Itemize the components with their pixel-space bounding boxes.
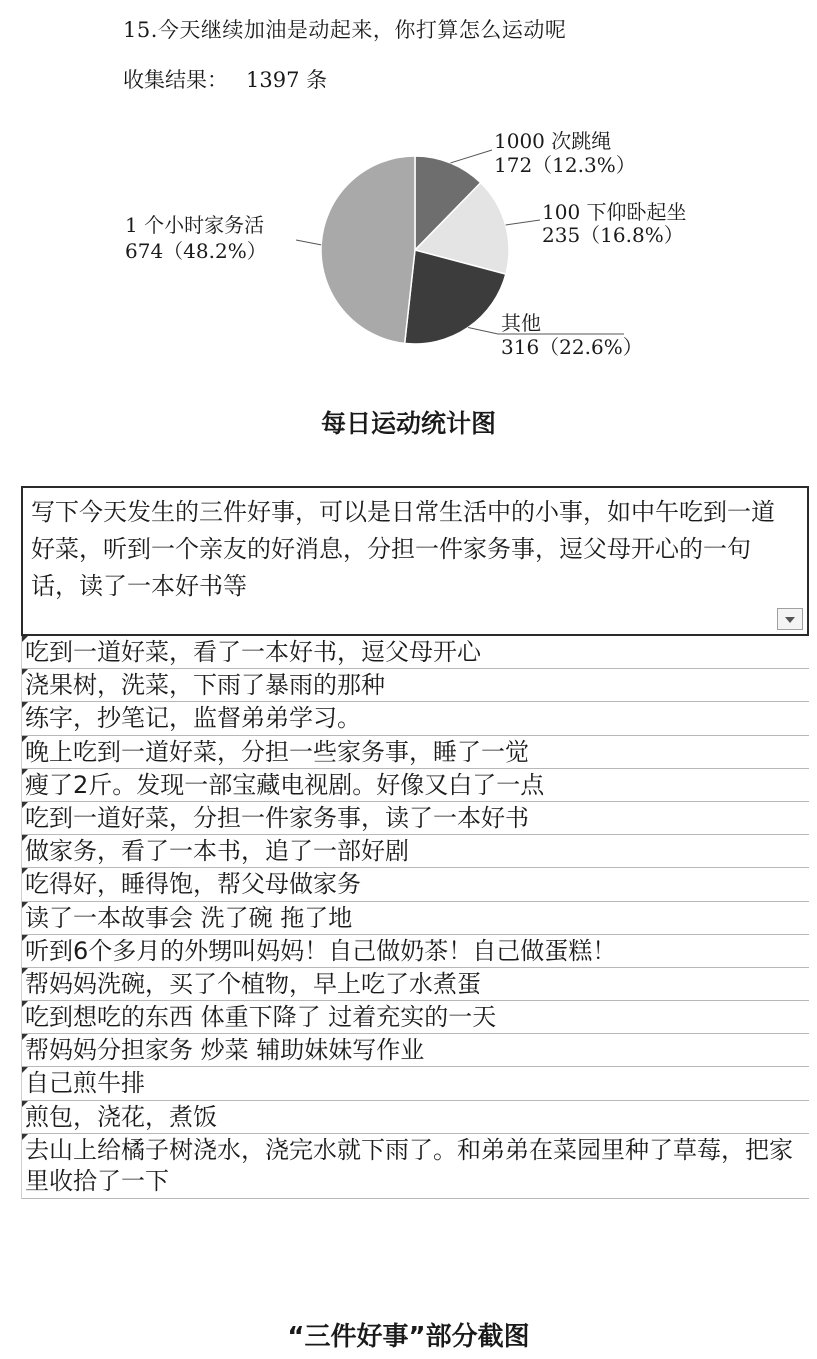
table-row[interactable] bbox=[21, 835, 809, 868]
table-row[interactable] bbox=[21, 1134, 809, 1199]
table-cell-text: 去山上给橘子树浇水，浇完水就下雨了。和弟弟在菜园里种了草莓，把家里收拾了一下 bbox=[25, 1135, 793, 1195]
figure1-caption: 每日运动统计图 bbox=[320, 409, 496, 438]
table-cell-text: 做家务，看了一本书，追了一部好剧 bbox=[25, 837, 409, 866]
table-row[interactable] bbox=[21, 802, 809, 835]
table-row[interactable] bbox=[21, 935, 809, 968]
table-cell-text: 听到6个多月的外甥叫妈妈！自己做奶茶！自己做蛋糕！ bbox=[25, 936, 617, 965]
table-row[interactable] bbox=[21, 702, 809, 735]
table-row[interactable] bbox=[21, 868, 809, 901]
result-count: 1397 条 bbox=[246, 68, 328, 92]
table-cell-text: 吃到一道好菜，看了一本好书，逗父母开心 bbox=[25, 638, 481, 666]
comment-marker-icon bbox=[22, 1101, 28, 1107]
table-row[interactable] bbox=[21, 1067, 809, 1100]
slice-name-label: 其他 bbox=[501, 311, 541, 335]
comment-marker-icon bbox=[22, 769, 28, 775]
table-row[interactable] bbox=[21, 636, 809, 669]
good-things-table bbox=[21, 486, 809, 1199]
slice-value-label: 674（48.2%） bbox=[125, 239, 267, 263]
table-row[interactable] bbox=[21, 736, 809, 769]
table-cell-text: 吃得好，睡得饱，帮父母做家务 bbox=[25, 870, 361, 899]
table-cell-text: 煎包，浇花，煮饭 bbox=[25, 1102, 217, 1131]
comment-marker-icon bbox=[22, 902, 28, 908]
result-summary bbox=[123, 64, 327, 94]
survey-question: 15.今天继续加油是动起来，你打算怎么运动呢 bbox=[123, 18, 567, 42]
table-cell-text: 瘦了2斤。发现一部宝藏电视剧。好像又白了一点 bbox=[25, 770, 545, 799]
table-row[interactable] bbox=[21, 1101, 809, 1134]
result-label: 收集结果： bbox=[123, 68, 228, 92]
comment-marker-icon bbox=[22, 1067, 28, 1073]
slice-value-label: 235（16.8%） bbox=[542, 223, 684, 247]
comment-marker-icon bbox=[22, 1134, 28, 1140]
slice-name-label: 1 个小时家务活 bbox=[125, 213, 265, 237]
slice-name-label: 1000 次跳绳 bbox=[494, 129, 612, 153]
comment-marker-icon bbox=[22, 669, 28, 675]
leader-line bbox=[450, 150, 492, 163]
table-row[interactable] bbox=[21, 902, 809, 935]
table-cell-text: 晚上吃到一道好菜，分担一些家务事，睡了一觉 bbox=[25, 737, 529, 766]
filter-dropdown-button[interactable] bbox=[777, 608, 803, 630]
chevron-down-icon bbox=[785, 617, 795, 623]
table-row[interactable] bbox=[21, 669, 809, 702]
table-row[interactable] bbox=[21, 1034, 809, 1067]
comment-marker-icon bbox=[22, 636, 28, 642]
leader-line bbox=[296, 240, 321, 245]
table-cell-text: 练字，抄笔记，监督弟弟学习。 bbox=[25, 704, 361, 733]
table-row[interactable] bbox=[21, 1001, 809, 1034]
pie-slice bbox=[321, 156, 415, 343]
table-cell-text: 帮妈妈分担家务 炒菜 辅助妹妹写作业 bbox=[25, 1036, 425, 1065]
comment-marker-icon bbox=[22, 702, 28, 708]
table-header-cell[interactable] bbox=[21, 486, 809, 636]
comment-marker-icon bbox=[22, 868, 28, 874]
comment-marker-icon bbox=[22, 736, 28, 742]
comment-marker-icon bbox=[22, 1001, 28, 1007]
slice-value-label: 316（22.6%） bbox=[501, 335, 643, 359]
table-cell-text: 吃到想吃的东西 体重下降了 过着充实的一天 bbox=[25, 1003, 497, 1032]
table-cell-text: 自己煎牛排 bbox=[25, 1069, 145, 1098]
table-rows bbox=[21, 636, 809, 1199]
comment-marker-icon bbox=[22, 802, 28, 808]
comment-marker-icon bbox=[22, 935, 28, 941]
table-cell-text: 吃到一道好菜，分担一件家务事，读了一本好书 bbox=[25, 803, 529, 832]
leader-line bbox=[506, 220, 540, 225]
table-row[interactable] bbox=[21, 968, 809, 1001]
table-cell-text: 浇果树，洗菜，下雨了暴雨的那种 bbox=[25, 671, 385, 700]
exercise-pie-chart bbox=[0, 108, 817, 388]
leader-line bbox=[468, 328, 624, 334]
comment-marker-icon bbox=[22, 835, 28, 841]
table-cell-text: 读了一本故事会 洗了碗 拖了地 bbox=[25, 903, 353, 932]
comment-marker-icon bbox=[22, 1034, 28, 1040]
table-header-text: 写下今天发生的三件好事，可以是日常生活中的小事，如中午吃到一道好菜，听到一个亲友的好消息，分担一件家务事，逗父母开心的一句话，读了一本好书等 bbox=[31, 498, 775, 600]
comment-marker-icon bbox=[22, 968, 28, 974]
table-row[interactable] bbox=[21, 769, 809, 802]
slice-value-label: 172（12.3%） bbox=[494, 153, 636, 177]
slice-name-label: 100 下仰卧起坐 bbox=[542, 200, 687, 224]
figure2-caption: “三件好事”部分截图 bbox=[287, 1322, 530, 1352]
table-cell-text: 帮妈妈洗碗，买了个植物，早上吃了水煮蛋 bbox=[25, 969, 481, 998]
